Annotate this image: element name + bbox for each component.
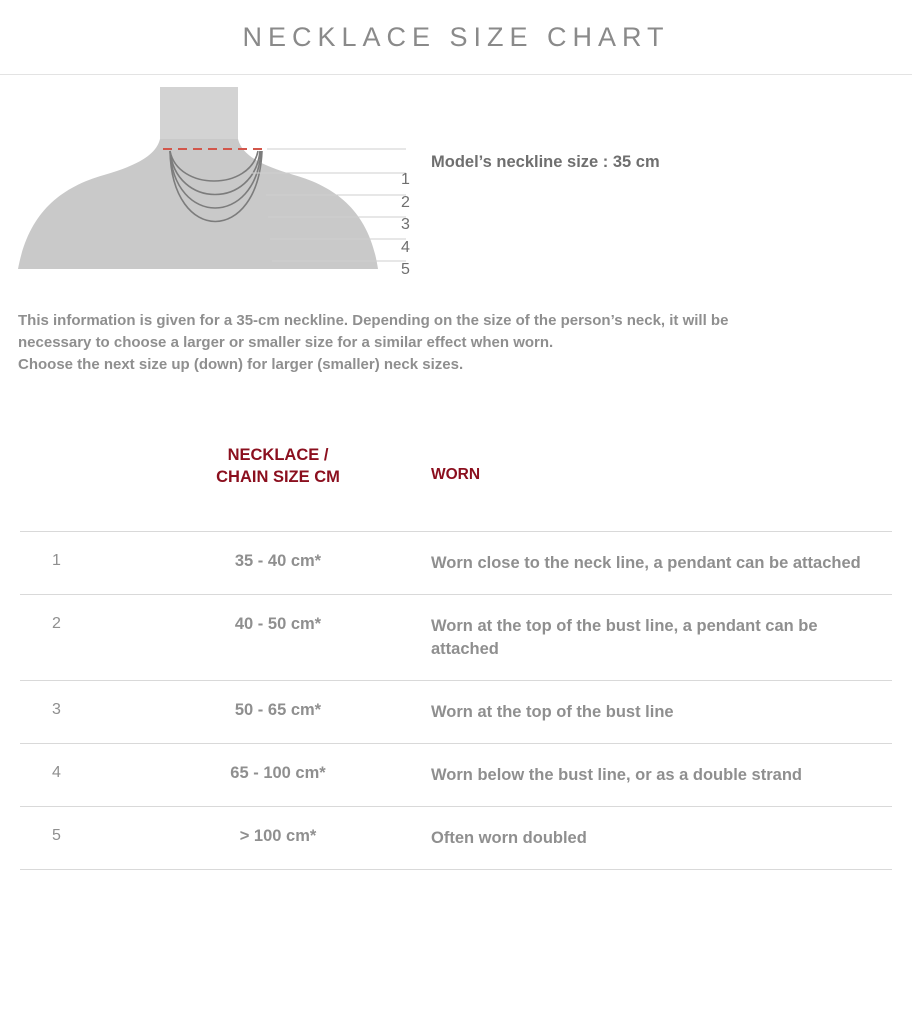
row-size: 50 - 65 cm* [234, 701, 322, 719]
row-worn: Worn below the bust line, or as a double strand [431, 766, 802, 784]
legend-number-4: 4 [401, 238, 410, 256]
header-worn-column [406, 444, 912, 484]
table-row [20, 595, 892, 681]
row-worn: Worn close to the neck line, a pendant can be attached [431, 554, 861, 572]
row-worn: Worn at the top of the bust line, a pendant can be attached [431, 617, 818, 658]
row-worn: Worn at the top of the bust line [431, 703, 674, 721]
row-worn: Often worn doubled [431, 829, 587, 847]
legend-number-2: 2 [401, 193, 410, 211]
legend-number-5: 5 [401, 261, 410, 278]
row-number: 4 [52, 764, 61, 781]
page-title: NECKLACE SIZE CHART [242, 21, 670, 52]
row-number: 3 [52, 701, 61, 718]
size-table [0, 444, 912, 870]
row-size: 65 - 100 cm* [230, 764, 326, 782]
row-number: 5 [52, 827, 61, 844]
chain-length-legend [401, 169, 410, 282]
table-row [20, 807, 892, 870]
row-number: 2 [52, 615, 61, 632]
row-number: 1 [52, 552, 61, 569]
row-size: 35 - 40 cm* [234, 552, 322, 570]
row-size: > 100 cm* [239, 827, 317, 845]
legend-number-1: 1 [401, 171, 410, 188]
page-header [0, 0, 912, 75]
info-paragraph-line-2: necessary to choose a larger or smaller size for a similar effect when worn. [18, 334, 554, 351]
info-paragraph-line-3: Choose the next size up (down) for larger (smaller) neck sizes. [18, 356, 464, 373]
header-worn-label: WORN [431, 466, 481, 483]
table-row [20, 744, 892, 807]
header-size-line-2: CHAIN SIZE CM [216, 468, 340, 486]
mannequin-bust-illustration [18, 87, 438, 287]
size-table-body [20, 531, 892, 870]
info-paragraph [18, 310, 878, 376]
table-row [20, 681, 892, 744]
model-neckline-note: Model’s neckline size : 35 cm [431, 153, 660, 171]
header-size-column [150, 444, 406, 488]
legend-number-3: 3 [401, 216, 410, 233]
size-table-header [0, 444, 912, 498]
info-paragraph-line-1: This information is given for a 35-cm neckline. Depending on the size of the person’s neck, it will be [18, 312, 729, 329]
table-row [20, 532, 892, 595]
header-size-line-1: NECKLACE / [227, 446, 329, 464]
illustration-section [0, 87, 912, 302]
row-size: 40 - 50 cm* [234, 615, 322, 633]
